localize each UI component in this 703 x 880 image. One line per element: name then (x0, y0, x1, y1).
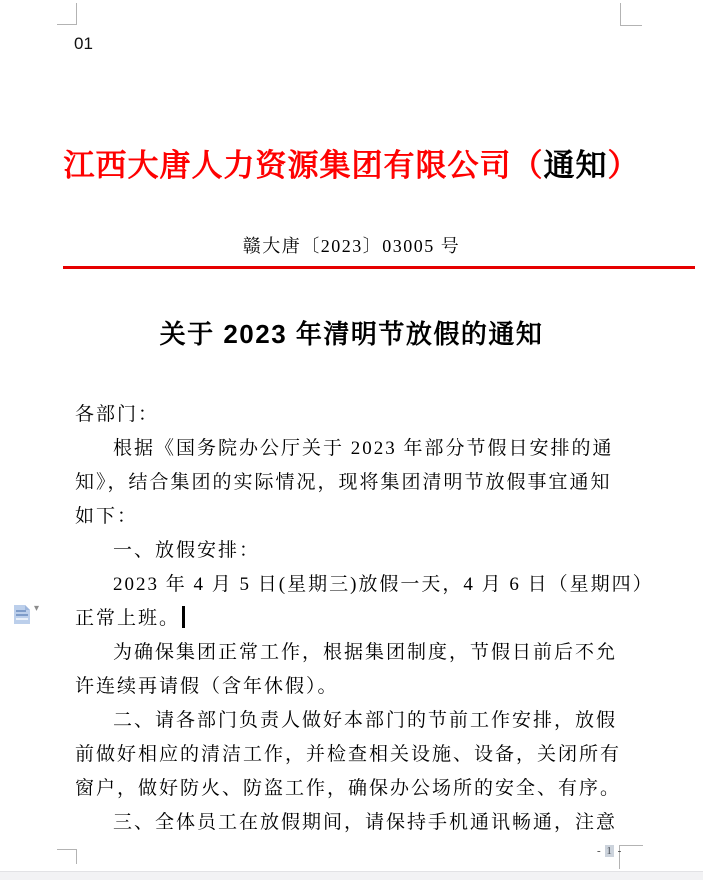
body-line: 根据《国务院办公厅关于 2023 年部分节假日安排的通 (113, 438, 614, 459)
body-line: 一、放假安排： (113, 540, 261, 561)
letterhead-title (0, 140, 703, 185)
body-line: 三、全体员工在放假期间，请保持手机通讯畅通，注意 (113, 812, 618, 833)
text-cursor (182, 606, 185, 628)
letterhead-title-close-paren: ） (607, 148, 640, 183)
margin-crop-mark-bottom-left (57, 849, 77, 864)
body-line: 二、请各部门负责人做好本部门的节前工作安排，放假 (113, 710, 618, 731)
margin-crop-mark-top-right (620, 3, 642, 26)
body-line: 为确保集团正常工作，根据集团制度，节假日前后不允 (113, 642, 618, 663)
notice-body (75, 398, 654, 840)
chevron-down-icon[interactable]: ▾ (34, 603, 40, 614)
body-line: 知》，结合集团的实际情况，现将集团清明节放假事宜通知 (75, 472, 612, 493)
body-line: 2023 年 4 月 5 日(星期三)放假一天，4 月 6 日（星期四） (113, 574, 654, 595)
paste-options-icon (13, 603, 31, 626)
body-line: 前做好相应的清洁工作，并检查相关设施、设备，关闭所有 (75, 744, 622, 765)
page-header-label: 01 (74, 34, 93, 53)
margin-crop-mark-bottom-right (619, 845, 643, 869)
letterhead-title-black-part: 通知 (543, 148, 608, 183)
body-line: 各部门： (75, 404, 160, 425)
body-line: 如下： (75, 506, 139, 527)
letterhead-title-red-part: 江西大唐人力资源集团有限公司（ (63, 148, 544, 183)
page-number-field: 1 (606, 845, 613, 857)
margin-crop-mark-top-left (57, 3, 77, 25)
body-line: 正常上班。 (75, 602, 635, 636)
page-number: - 1 - (597, 845, 623, 857)
body-line: 许连续再请假（含年休假）。 (75, 676, 339, 697)
paste-options-button[interactable] (13, 603, 31, 626)
document-number: 赣大唐〔2023〕03005 号 (242, 236, 461, 256)
red-divider-line (63, 266, 695, 269)
notice-heading: 关于 2023 年清明节放假的通知 (159, 319, 544, 349)
body-line: 窗户，做好防火、防盗工作，确保办公场所的安全、有序。 (75, 778, 622, 799)
